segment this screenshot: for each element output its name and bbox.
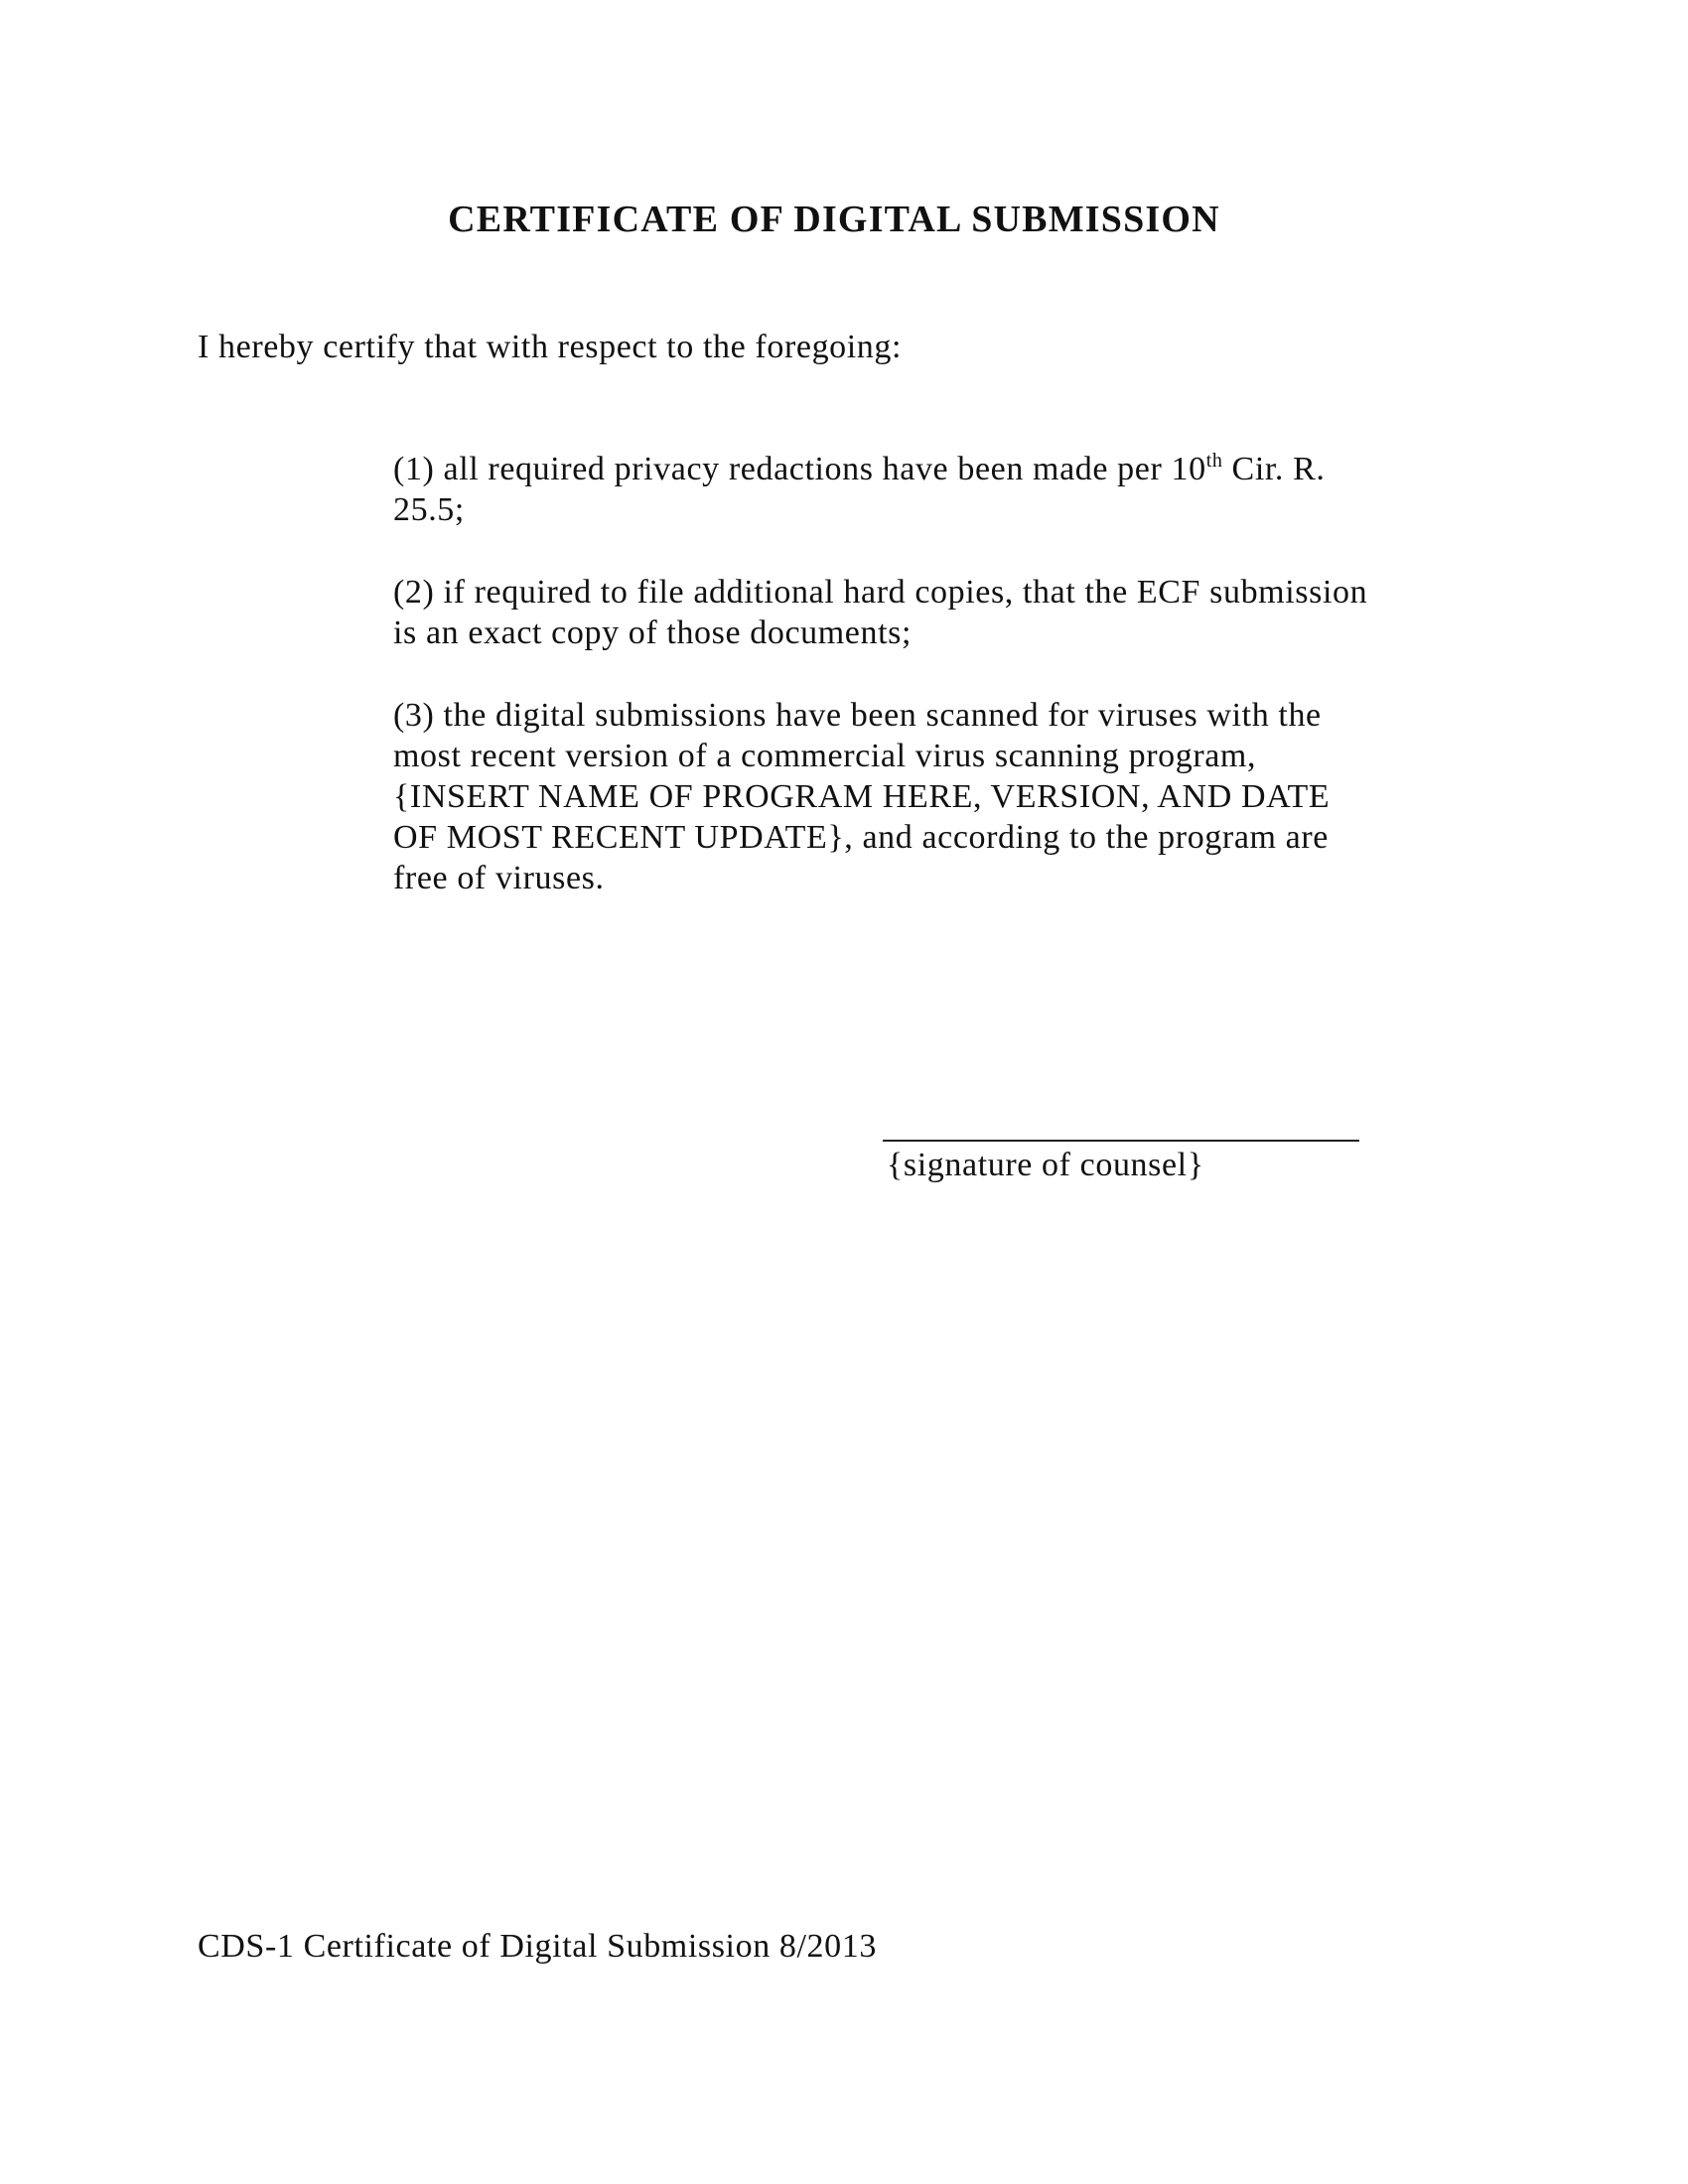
signature-line: [883, 1140, 1359, 1142]
signature-label: {signature of counsel}: [887, 1147, 1204, 1183]
item-3-line-4: OF MOST RECENT UPDATE}, and according to the program are: [393, 819, 1329, 856]
item-3-line-5: free of viruses.: [393, 860, 605, 896]
superscript-th: th: [1205, 450, 1223, 472]
item-1-text: (1) all required privacy redactions have been made per 10: [393, 451, 1206, 487]
item-1-line-2: 25.5;: [393, 491, 465, 528]
item-3-line-3: {INSERT NAME OF PROGRAM HERE, VERSION, AND DATE: [393, 778, 1331, 815]
document-title: CERTIFICATE OF DIGITAL SUBMISSION: [448, 199, 1220, 240]
intro-text: I hereby certify that with respect to the foregoing:: [198, 329, 903, 365]
item-2-line-2: is an exact copy of those documents;: [393, 614, 913, 651]
item-3-line-1: (3) the digital submissions have been scanned for viruses with the: [393, 697, 1322, 734]
item-3-line-2: most recent version of a commercial virus scanning program,: [393, 738, 1257, 774]
item-1-text-cont: Cir. R.: [1222, 451, 1326, 487]
item-2-line-1: (2) if required to file additional hard copies, that the ECF submission: [393, 574, 1368, 611]
item-1-line-1: [393, 450, 1326, 487]
footer-text: CDS-1 Certificate of Digital Submission 8/2013: [198, 1928, 877, 1965]
